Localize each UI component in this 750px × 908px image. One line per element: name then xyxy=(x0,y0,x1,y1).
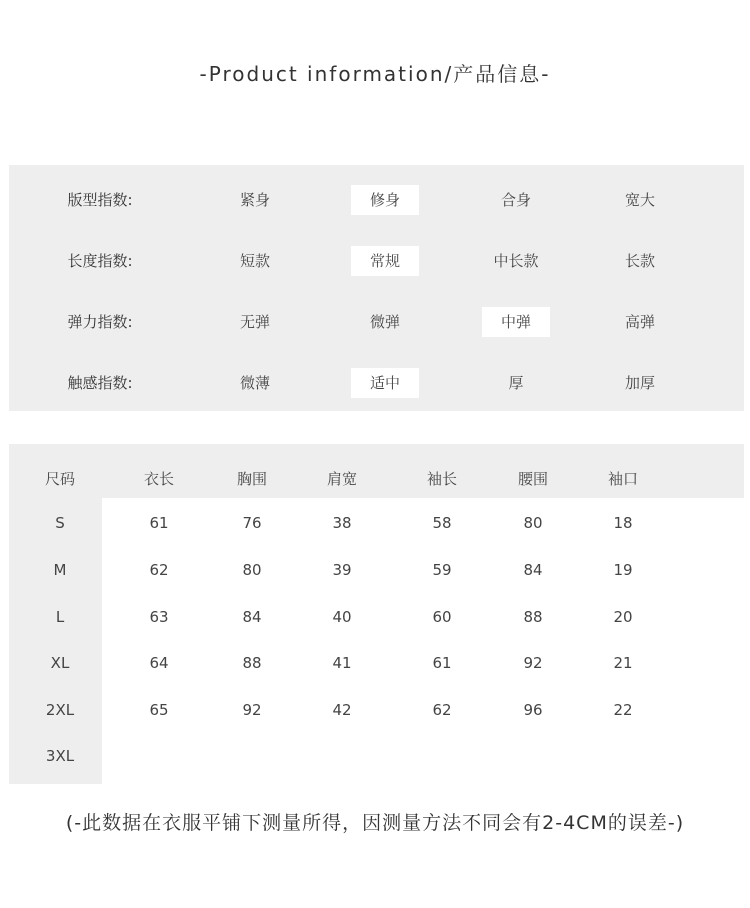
index-option-selected: 中弹 xyxy=(482,307,550,337)
index-option: 短款 xyxy=(239,252,270,270)
table-cell: 84 xyxy=(242,608,262,626)
size-label: L xyxy=(55,608,65,626)
index-row xyxy=(9,241,744,281)
table-header-cell: 袖口 xyxy=(607,470,638,488)
index-option: 厚 xyxy=(508,374,524,392)
table-cell: 80 xyxy=(523,514,543,532)
table-cell: 58 xyxy=(432,514,452,532)
table-header-cell: 胸围 xyxy=(236,470,267,488)
size-column-background xyxy=(9,498,102,784)
index-label: 版型指数: xyxy=(67,191,133,209)
table-cell: 21 xyxy=(613,654,633,672)
index-option: 长款 xyxy=(624,252,655,270)
index-option: 无弹 xyxy=(239,313,270,331)
table-cell: 20 xyxy=(613,608,633,626)
table-cell: 19 xyxy=(613,561,633,579)
table-header-cell: 袖长 xyxy=(426,470,457,488)
table-cell: 62 xyxy=(432,701,452,719)
table-header-cell: 尺码 xyxy=(44,470,75,488)
size-label: 3XL xyxy=(45,747,75,765)
page-title: -Product information/产品信息- xyxy=(199,62,551,86)
index-option: 微弹 xyxy=(369,313,400,331)
table-cell: 76 xyxy=(242,514,262,532)
table-cell: 61 xyxy=(432,654,452,672)
index-option-selected: 修身 xyxy=(351,185,419,215)
table-cell: 60 xyxy=(432,608,452,626)
table-cell: 42 xyxy=(332,701,352,719)
table-header-cell: 肩宽 xyxy=(326,470,357,488)
table-cell: 64 xyxy=(149,654,169,672)
size-table xyxy=(9,444,744,784)
size-label: XL xyxy=(50,654,70,672)
table-cell: 84 xyxy=(523,561,543,579)
index-option: 宽大 xyxy=(624,191,655,209)
index-row xyxy=(9,180,744,220)
index-option: 加厚 xyxy=(624,374,655,392)
table-cell: 80 xyxy=(242,561,262,579)
index-option: 合身 xyxy=(500,191,531,209)
size-label: M xyxy=(53,561,67,579)
index-option-selected: 适中 xyxy=(351,368,419,398)
table-cell: 38 xyxy=(332,514,352,532)
size-label: S xyxy=(55,514,65,532)
index-option: 紧身 xyxy=(239,191,270,209)
table-cell: 92 xyxy=(523,654,543,672)
index-option: 微薄 xyxy=(239,374,270,392)
table-cell: 39 xyxy=(332,561,352,579)
index-option-selected: 常规 xyxy=(351,246,419,276)
table-cell: 88 xyxy=(242,654,262,672)
table-cell: 88 xyxy=(523,608,543,626)
index-row xyxy=(9,302,744,342)
table-cell: 40 xyxy=(332,608,352,626)
table-cell: 22 xyxy=(613,701,633,719)
index-option: 中长款 xyxy=(493,252,539,270)
table-cell: 41 xyxy=(332,654,352,672)
fit-index-panel xyxy=(9,165,744,411)
table-cell: 61 xyxy=(149,514,169,532)
table-header-cell: 腰围 xyxy=(517,470,548,488)
table-cell: 63 xyxy=(149,608,169,626)
table-cell: 59 xyxy=(432,561,452,579)
index-label: 长度指数: xyxy=(67,252,133,270)
table-cell: 96 xyxy=(523,701,543,719)
table-cell: 62 xyxy=(149,561,169,579)
table-cell: 92 xyxy=(242,701,262,719)
table-cell: 18 xyxy=(613,514,633,532)
index-row xyxy=(9,363,744,403)
index-label: 触感指数: xyxy=(67,374,133,392)
measurement-note: (-此数据在衣服平铺下测量所得，因测量方法不同会有2-4CM的误差-) xyxy=(65,812,685,834)
index-option: 高弹 xyxy=(624,313,655,331)
table-cell: 65 xyxy=(149,701,169,719)
size-label: 2XL xyxy=(45,701,75,719)
table-header-cell: 衣长 xyxy=(143,470,174,488)
index-label: 弹力指数: xyxy=(67,313,133,331)
